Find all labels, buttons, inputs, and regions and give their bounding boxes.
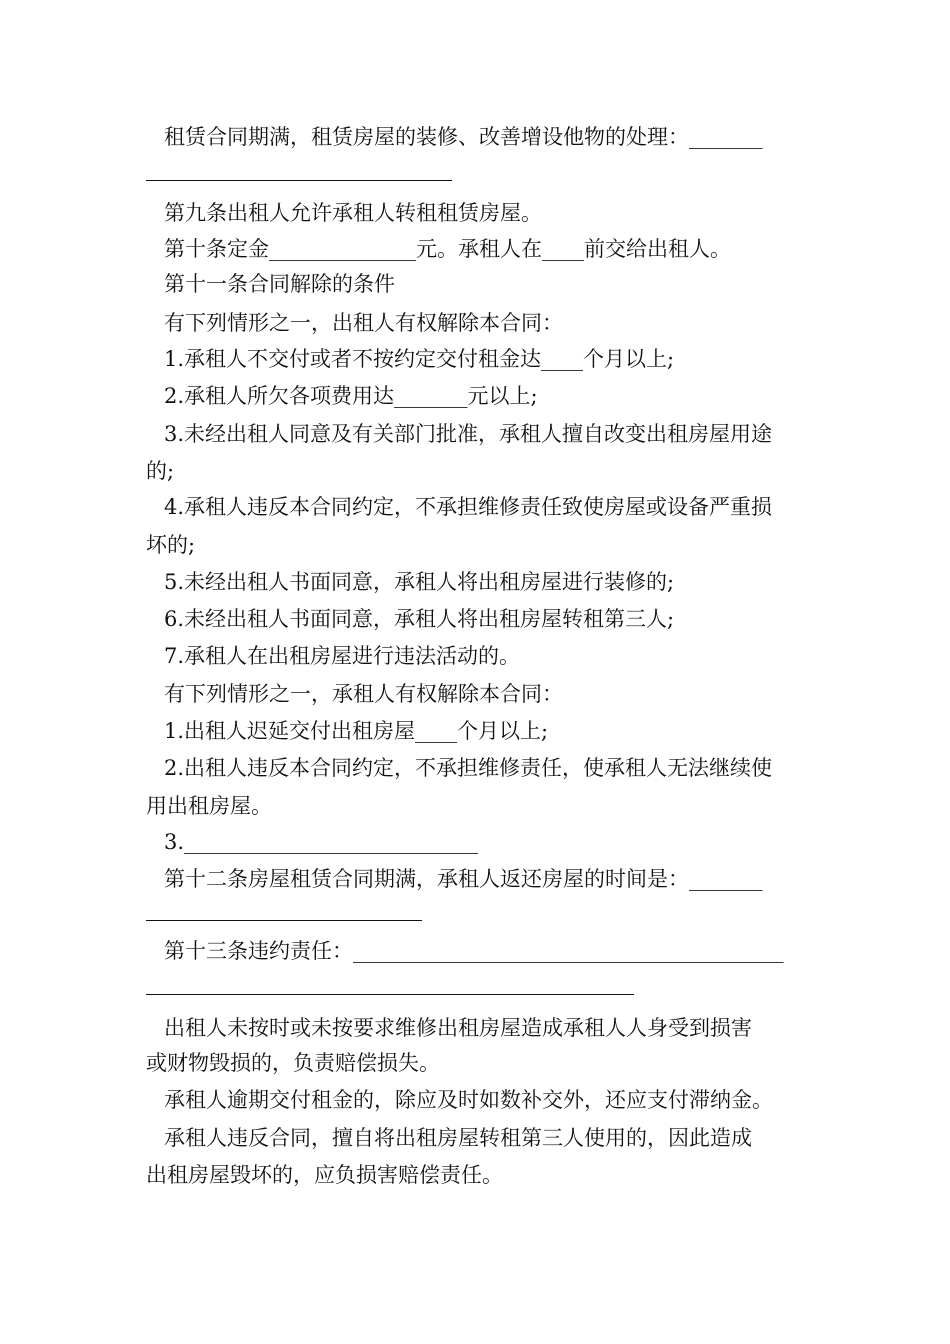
lessor-termination-item-4: 4.承租人违反本合同约定，不承担维修责任致使房屋或设备严重损 (164, 495, 773, 519)
lessor-termination-item-1: 1.承租人不交付或者不按约定交付租金达____个月以上; (164, 347, 675, 371)
lessor-termination-item-3: 3.未经出租人同意及有关部门批准，承租人擅自改变出租房屋用途 (164, 422, 773, 446)
clause-10: 第十条定金______________元。承租人在____前交给出租人。 (164, 237, 731, 261)
lessor-termination-item-7: 7.承租人在出租房屋进行违法活动的。 (164, 644, 521, 668)
lessee-termination-item-2-cont: 用出租房屋。 (146, 794, 272, 818)
blank-line (146, 994, 634, 995)
lessor-termination-item-3-cont: 的; (146, 459, 175, 483)
lessee-termination-intro: 有下列情形之一，承租人有权解除本合同： (164, 682, 563, 706)
breach-sublease-cont: 出租房屋毁坏的，应负损害赔偿责任。 (146, 1163, 503, 1187)
clause-13: 第十三条违约责任：_________________________________________ (164, 939, 784, 963)
clause-renovation-handling: 租赁合同期满，租赁房屋的装修、改善增设他物的处理：_______ (164, 125, 763, 149)
breach-sublease: 承租人违反合同，擅自将出租房屋转租第三人使用的，因此造成 (164, 1126, 752, 1150)
breach-lessor-repair: 出租人未按时或未按要求维修出租房屋造成承租人人身受到损害 (164, 1016, 752, 1040)
lessee-termination-item-2: 2.出租人违反本合同约定，不承担维修责任，使承租人无法继续使 (164, 756, 773, 780)
breach-lessor-repair-cont: 或财物毁损的，负责赔偿损失。 (146, 1051, 440, 1075)
lessee-termination-item-1: 1.出租人迟延交付出租房屋____个月以上; (164, 719, 549, 743)
lessor-termination-item-4-cont: 坏的; (146, 533, 196, 557)
blank-line (146, 180, 452, 181)
breach-late-rent: 承租人逾期交付租金的，除应及时如数补交外，还应支付滞纳金。 (164, 1088, 773, 1112)
clause-12: 第十二条房屋租赁合同期满，承租人返还房屋的时间是：_______ (164, 867, 763, 891)
clause-9: 第九条出租人允许承租人转租租赁房屋。 (164, 201, 542, 225)
blank-line (146, 920, 422, 921)
lessor-termination-intro: 有下列情形之一，出租人有权解除本合同： (164, 311, 563, 335)
lessee-termination-item-3: 3.____________________________ (164, 830, 479, 854)
lessor-termination-item-2: 2.承租人所欠各项费用达_______元以上; (164, 384, 538, 408)
lessor-termination-item-6: 6.未经出租人书面同意，承租人将出租房屋转租第三人; (164, 607, 675, 631)
clause-11-heading: 第十一条合同解除的条件 (164, 272, 395, 296)
lessor-termination-item-5: 5.未经出租人书面同意，承租人将出租房屋进行装修的; (164, 570, 675, 594)
